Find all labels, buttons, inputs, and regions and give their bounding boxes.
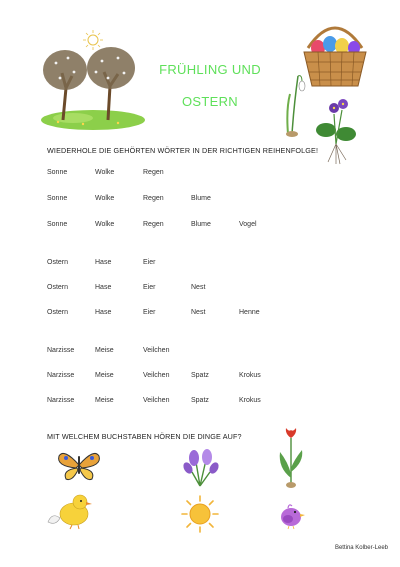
word-cell: Krokus bbox=[239, 372, 261, 379]
crocus-icon bbox=[180, 448, 222, 488]
chick-icon bbox=[46, 492, 98, 530]
sun-small-icon bbox=[83, 30, 103, 50]
word-cell: Ostern bbox=[47, 309, 69, 316]
word-cell: Hase bbox=[95, 284, 112, 291]
easter-basket-icon bbox=[300, 18, 370, 90]
word-cell: Regen bbox=[143, 195, 164, 202]
word-cell: Veilchen bbox=[143, 397, 170, 404]
word-cell: Sonne bbox=[47, 169, 68, 176]
page-title-line-1: FRÜHLING UND bbox=[159, 62, 261, 77]
word-cell: Regen bbox=[143, 221, 164, 228]
word-cell: Spatz bbox=[191, 397, 209, 404]
word-cell: Veilchen bbox=[143, 347, 170, 354]
word-cell: Sonne bbox=[47, 195, 68, 202]
word-cell: Regen bbox=[143, 169, 164, 176]
word-cell: Nest bbox=[191, 309, 206, 316]
word-cell: Sonne bbox=[47, 221, 68, 228]
word-cell: Vogel bbox=[239, 221, 257, 228]
tulip-icon bbox=[276, 428, 306, 490]
word-cell: Wolke bbox=[95, 195, 115, 202]
word-cell: Wolke bbox=[95, 221, 115, 228]
word-cell: Nest bbox=[191, 284, 206, 291]
word-cell: Wolke bbox=[95, 169, 115, 176]
author-credit: Bettina Kolber-Leeb bbox=[334, 545, 388, 551]
word-cell: Narzisse bbox=[47, 347, 75, 354]
task2-instruction: MIT WELCHEM BUCHSTABEN HÖREN DIE DINGE AUF? bbox=[47, 432, 242, 441]
bird-icon bbox=[276, 500, 306, 530]
word-cell: Spatz bbox=[191, 372, 209, 379]
word-cell: Blume bbox=[191, 221, 211, 228]
spring-trees-illustration bbox=[38, 28, 148, 133]
word-cell: Narzisse bbox=[47, 372, 75, 379]
sun-icon bbox=[180, 494, 220, 534]
word-cell: Eier bbox=[143, 259, 156, 266]
word-cell: Narzisse bbox=[47, 397, 75, 404]
word-cell: Krokus bbox=[239, 397, 261, 404]
word-cell: Meise bbox=[95, 347, 114, 354]
word-cell: Ostern bbox=[47, 259, 69, 266]
word-cell: Eier bbox=[143, 309, 156, 316]
word-cell: Veilchen bbox=[143, 372, 170, 379]
word-cell: Hase bbox=[95, 259, 112, 266]
page-title-line-2: OSTERN bbox=[182, 94, 238, 109]
butterfly-icon bbox=[56, 448, 102, 482]
word-cell: Hase bbox=[95, 309, 112, 316]
word-cell: Meise bbox=[95, 372, 114, 379]
word-cell: Blume bbox=[191, 195, 211, 202]
task1-instruction: WIEDERHOLE DIE GEHÖRTEN WÖRTER IN DER RICHTIGEN REIHENFOLGE! bbox=[47, 146, 319, 155]
word-cell: Henne bbox=[239, 309, 260, 316]
violet-icon bbox=[310, 94, 362, 166]
word-cell: Eier bbox=[143, 284, 156, 291]
word-cell: Ostern bbox=[47, 284, 69, 291]
word-cell: Meise bbox=[95, 397, 114, 404]
